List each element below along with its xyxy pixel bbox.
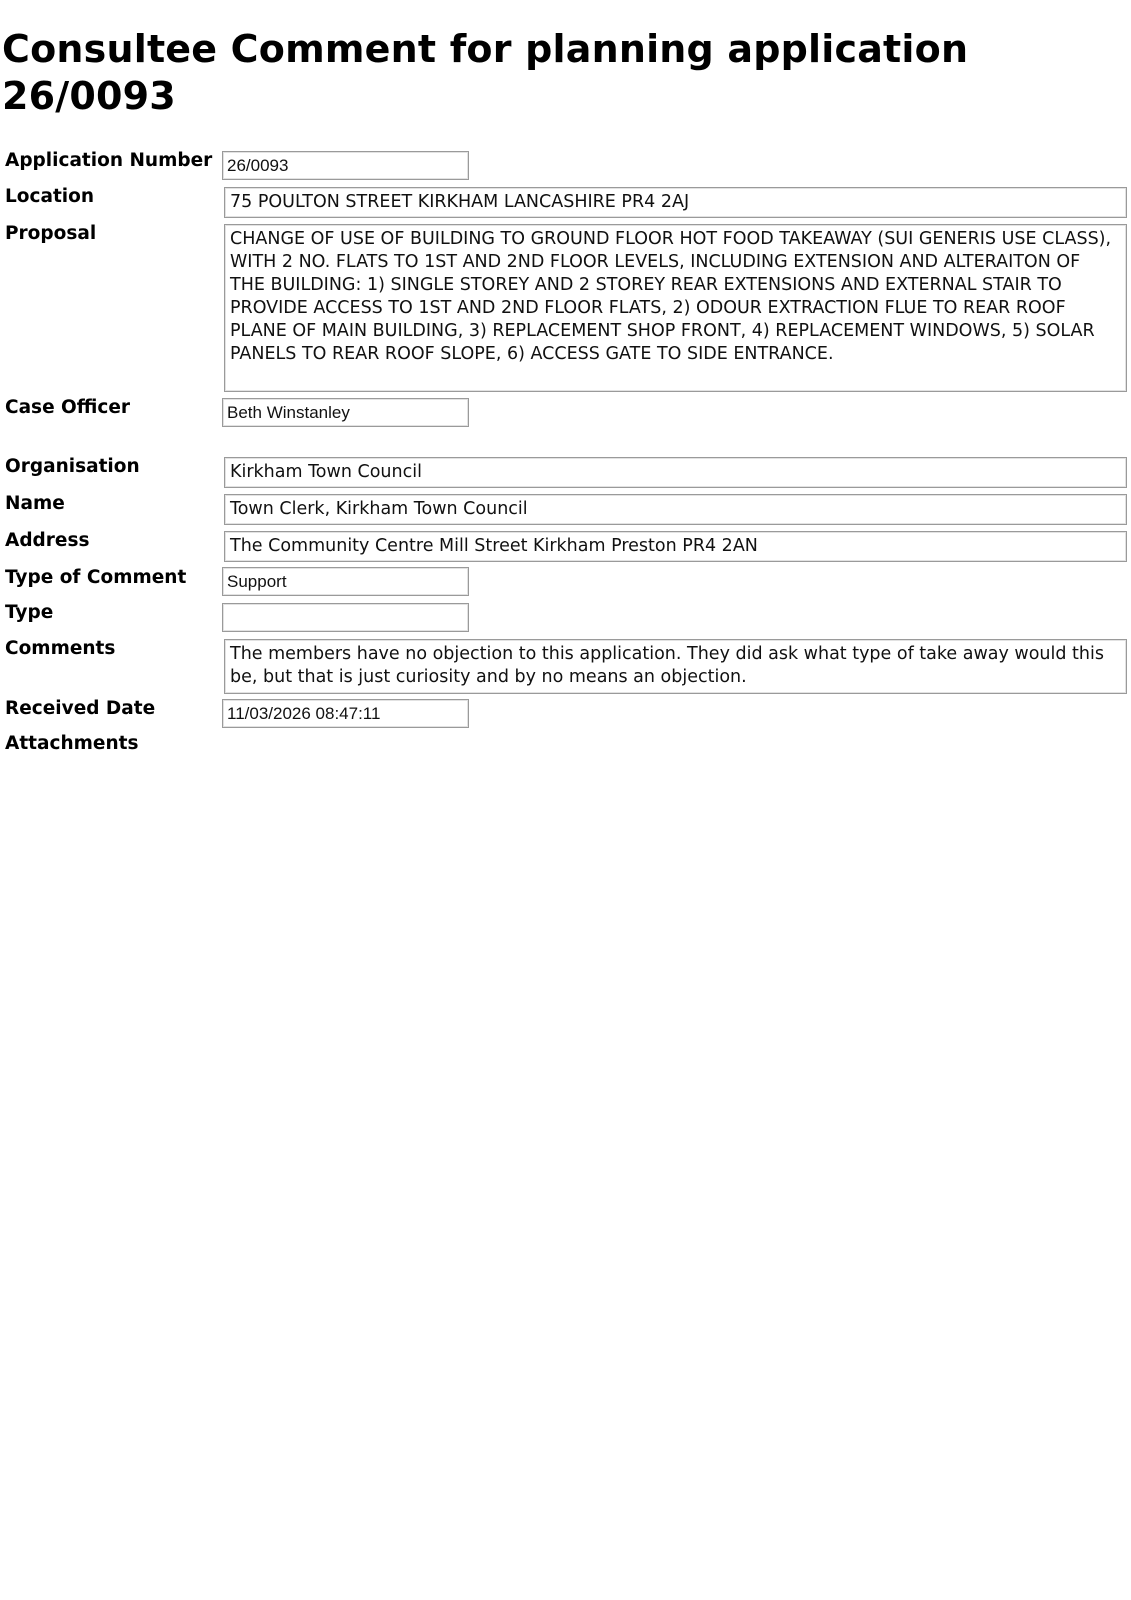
organisation-value: Kirkham Town Council (224, 457, 1127, 488)
page-title: Consultee Comment for planning application 26/0093 (2, 27, 969, 118)
name-label: Name (5, 493, 65, 514)
case-officer-value: Beth Winstanley (222, 398, 469, 427)
address-value: The Community Centre Mill Street Kirkham Preston PR4 2AN (224, 531, 1127, 562)
attachments-label: Attachments (5, 733, 139, 754)
address-label: Address (5, 530, 90, 551)
type-of-comment-label: Type of Comment (5, 567, 187, 588)
received-date-label: Received Date (5, 698, 156, 719)
name-value: Town Clerk, Kirkham Town Council (224, 494, 1127, 525)
application-number-value: 26/0093 (222, 151, 469, 180)
type-label: Type (5, 602, 54, 623)
organisation-label: Organisation (5, 456, 140, 477)
location-value: 75 POULTON STREET KIRKHAM LANCASHIRE PR4 2AJ (224, 187, 1127, 218)
type-value (222, 603, 469, 632)
comments-value: The members have no objection to this application. They did ask what type of take away would this be, but that is just curiosity and by no means an objection. (224, 639, 1127, 694)
type-of-comment-value: Support (222, 567, 469, 596)
application-number-label: Application Number (5, 150, 213, 171)
location-label: Location (5, 186, 95, 207)
proposal-value: CHANGE OF USE OF BUILDING TO GROUND FLOOR HOT FOOD TAKEAWAY (SUI GENERIS USE CLASS), WITH 2 NO. FLATS TO 1ST AND 2ND FLOOR LEVELS, INCLUDING EXTENSION AND ALTERAITON OF THE BUILDING: 1) SINGLE STOREY AND 2 STOREY REAR EXTENSIONS AND EXTERNAL STAIR TO PROVIDE ACCESS TO 1ST AND 2ND FLOOR FLATS, 2) ODOUR EXTRACTION FLUE TO REAR ROOF PLANE OF MAIN BUILDING, 3) REPLACEMENT SHOP FRONT, 4) REPLACEMENT WINDOWS, 5) SOLAR PANELS TO REAR ROOF SLOPE, 6) ACCESS GATE TO SIDE ENTRANCE. (224, 224, 1127, 392)
comments-label: Comments (5, 638, 116, 659)
proposal-label: Proposal (5, 223, 97, 244)
received-date-value: 11/03/2026 08:47:11 (222, 699, 469, 728)
case-officer-label: Case Officer (5, 397, 131, 418)
